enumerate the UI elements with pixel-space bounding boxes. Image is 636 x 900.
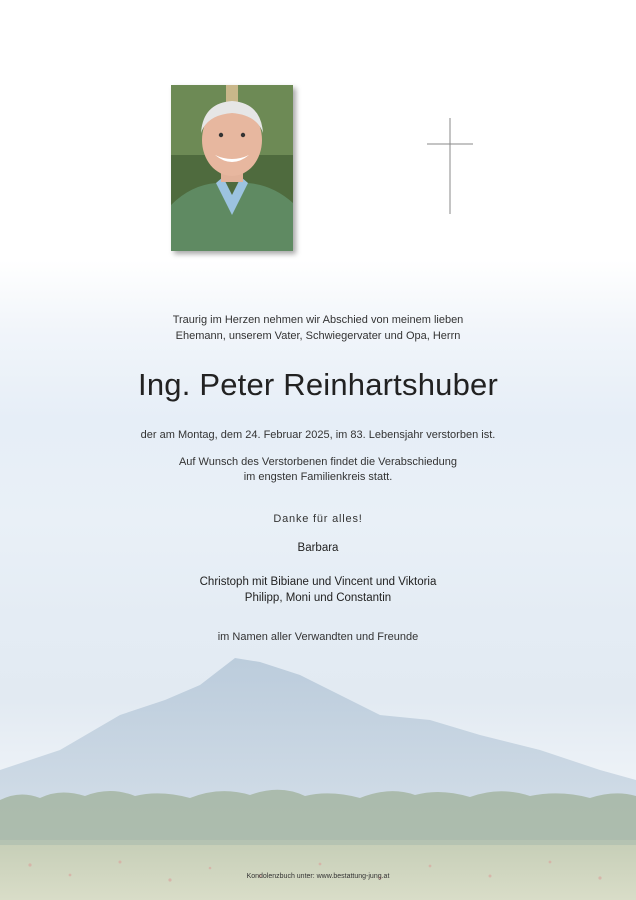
cross-icon bbox=[427, 118, 473, 214]
treeline-shape bbox=[0, 790, 636, 850]
intro-line-1: Traurig im Herzen nehmen wir Abschied von meinem lieben bbox=[172, 314, 464, 326]
condolence-footer[interactable]: Kondolenzbuch unter: www.bestattung-jung.at bbox=[246, 873, 390, 880]
farewell-notice bbox=[0, 455, 636, 485]
spouse-name: Barbara bbox=[297, 542, 339, 554]
thanks-text: Danke für alles! bbox=[273, 513, 363, 525]
family-names bbox=[0, 574, 636, 606]
intro-text bbox=[0, 312, 636, 344]
deceased-name: Ing. Peter Reinhartshuber bbox=[138, 367, 498, 402]
on-behalf-text: im Namen aller Verwandten und Freunde bbox=[217, 631, 419, 643]
intro-line-2: Ehemann, unserem Vater, Schwiegervater und Opa, Herrn bbox=[175, 330, 461, 342]
portrait-photo bbox=[171, 85, 293, 251]
farewell-line-2: im engsten Familienkreis statt. bbox=[243, 471, 393, 483]
death-notice: der am Montag, dem 24. Februar 2025, im 83. Lebensjahr verstorben ist. bbox=[140, 429, 496, 441]
family-line-2: Philipp, Moni und Constantin bbox=[244, 592, 392, 604]
landscape-illustration bbox=[0, 640, 636, 900]
family-line-1: Christoph mit Bibiane und Vincent und Viktoria bbox=[199, 576, 437, 588]
farewell-line-1: Auf Wunsch des Verstorbenen findet die Verabschiedung bbox=[178, 456, 458, 468]
